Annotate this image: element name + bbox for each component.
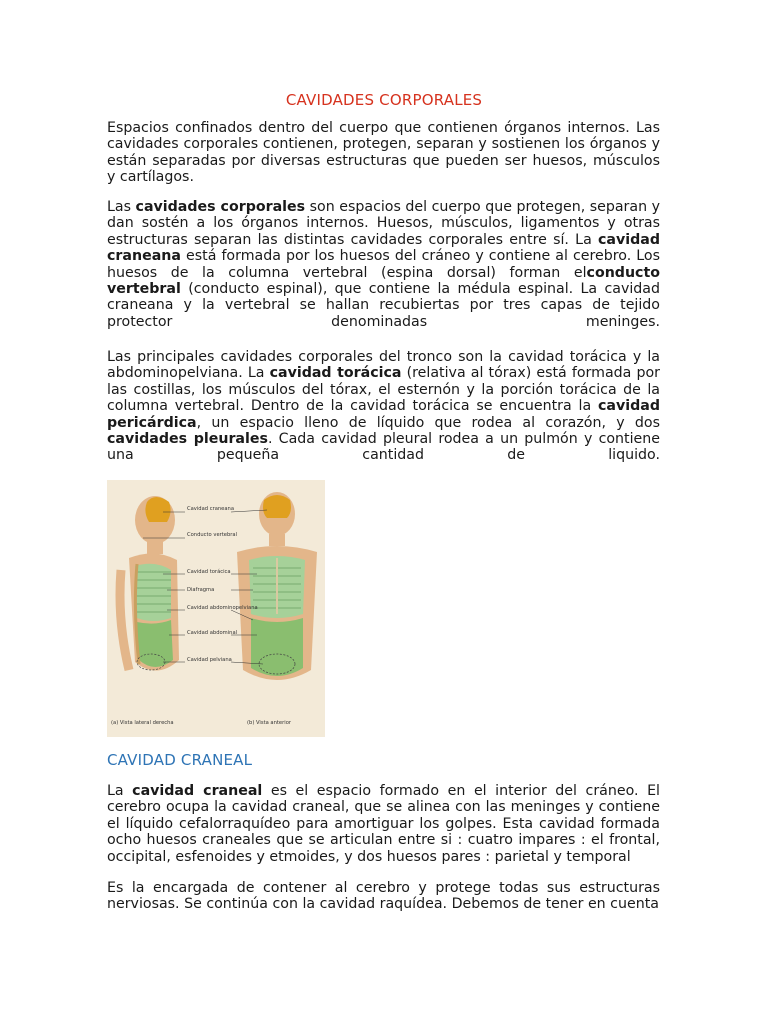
lateral-view-figure (120, 496, 179, 671)
document-title: CAVIDADES CORPORALES (285, 91, 483, 109)
label-cavidad-abdominal: Cavidad abdominal (187, 630, 238, 636)
bold-term: cavidad craneal (132, 783, 263, 799)
text-run: (relativa al tórax) está formada por las costillas, los músculos del tórax, el esternón y la porción torácica de la columna vertebral. Dentro de la cavidad torácica se encuentra la (107, 365, 661, 415)
trunk-cavities-paragraph (107, 349, 660, 464)
label-conducto-vertebral: Conducto vertebral (187, 532, 238, 538)
anterior-view-figure (237, 492, 317, 680)
label-diafragma: Diafragma (187, 587, 215, 593)
bold-term: cavidades pleurales (107, 431, 268, 448)
text-run: es el espacio formado en el interior del cráneo. El cerebro ocupa la cavidad craneal, que se alinea con las meninges y contiene el líquido cefalorraquídeo para amortiguar los golpes. Esta cavidad formada ocho huesos craneales que se articulan entre si : cuatro impares : el frontal, occipital, esfenoides y etmoides, y dos huesos pares : parietal y temporal (107, 783, 660, 865)
text-run: está formada por los huesos del cráneo y contiene al cerebro. Los huesos de la columna vertebral (espina dorsal) forman el (107, 248, 660, 281)
body-cavities-figure (107, 480, 325, 737)
label-cavidad-abdominopelviana: Cavidad abdominopelviana (187, 605, 258, 611)
text-run: (conducto espinal), que contiene la médula espinal. La cavidad craneana y la vertebral se hallan recubiertas por tres capas de tejido protector denominadas meninges. (107, 281, 660, 330)
label-cavidad-pelviana: Cavidad pelviana (187, 657, 232, 663)
section-heading-cavidad-craneal: CAVIDAD CRANEAL (107, 751, 253, 769)
cranial-function-paragraph: Es la encargada de contener al cerebro y protege todas sus estructuras nerviosas. Se continúa con la cavidad raquídea. Debemos de tener en cuenta (107, 880, 660, 913)
caption-anterior-view: (b) Vista anterior (247, 720, 292, 726)
anatomy-illustration (107, 480, 325, 737)
cranial-cavity-paragraph (107, 783, 660, 865)
bold-term: conducto vertebral (107, 264, 660, 298)
text-run: . Cada cavidad pleural rodea a un pulmón y contiene una pequeña cantidad de liquido. (107, 431, 660, 464)
body-cavities-paragraph (107, 199, 660, 330)
text-run: Las (107, 199, 136, 215)
label-cavidad-toracica: Cavidad torácica (187, 569, 231, 575)
text-run: La (107, 783, 133, 799)
text-run: , un espacio lleno de líquido que rodea al corazón, y dos (196, 414, 660, 431)
bold-term: cavidades corporales (135, 199, 306, 215)
intro-paragraph: Espacios confinados dentro del cuerpo que contienen órganos internos. Las cavidades corporales contienen, protegen, separan y sostienen los órganos y están separadas por diversas estructuras que pueden ser huesos, músculos y cartílagos. (107, 120, 660, 186)
caption-lateral-view: (a) Vista lateral derecha (111, 720, 174, 726)
bold-term: cavidad craneana (107, 231, 660, 265)
bold-term: cavidad pericárdica (107, 398, 660, 431)
label-cavidad-craneana: Cavidad craneana (187, 506, 235, 512)
text-run: son espacios del cuerpo que protegen, separan y dan sostén a los órganos internos. Huesos, músculos, ligamentos y otras estructuras separan las distintas cavidades corporales entre sí. La (107, 199, 661, 248)
bold-term: cavidad torácica (269, 365, 402, 382)
text-run: Las principales cavidades corporales del tronco son la cavidad torácica y la abdominopelviana. La (107, 349, 660, 382)
